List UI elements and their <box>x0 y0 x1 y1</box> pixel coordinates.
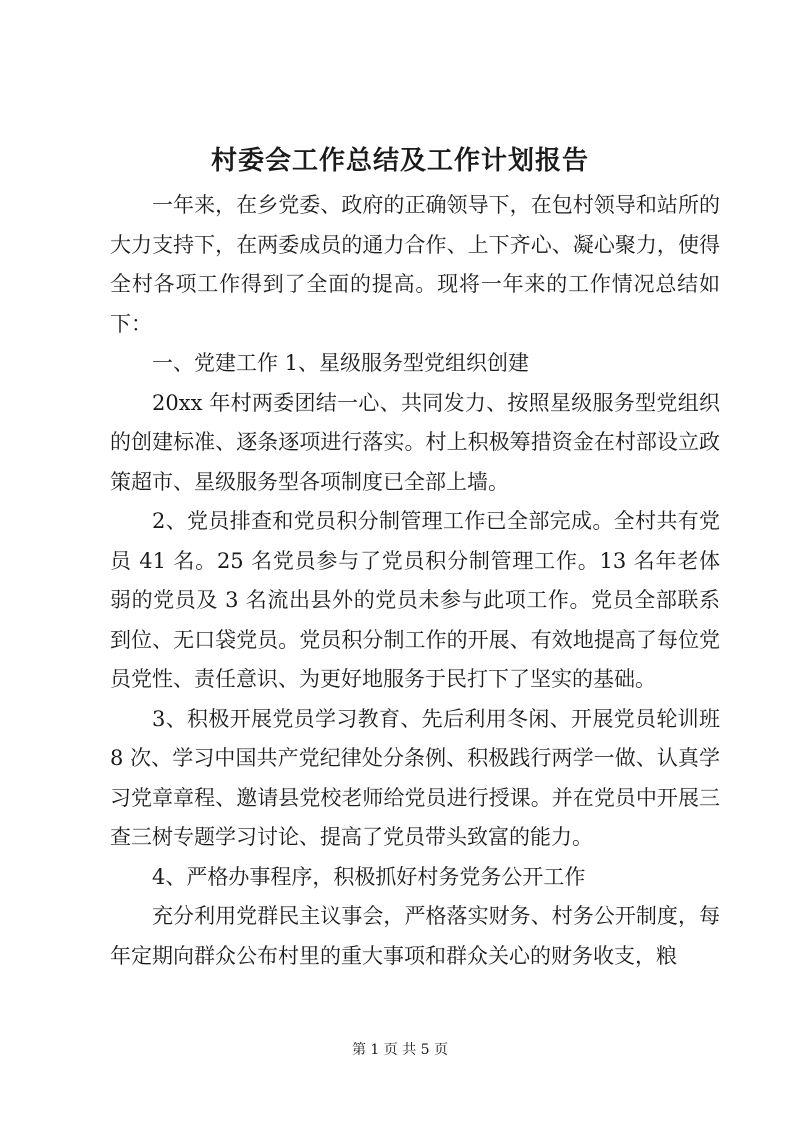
paragraph-star-service: 20xx 年村两委团结一心、共同发力、按照星级服务型党组织的创建标准、逐条逐项进行落实。村上积极筹措资金在村部设立政策超市、星级服务型各项制度已全部上墙。 <box>110 390 720 494</box>
paragraph-heading-procedures: 4、严格办事程序，积极抓好村务党务公开工作 <box>152 864 586 889</box>
document-title: 村委会工作总结及工作计划报告 <box>210 146 589 176</box>
paragraph-heading-party-building: 一、党建工作 1、星级服务型党组织创建 <box>152 351 530 375</box>
paragraph-member-education: 3、积极开展党员学习教育、先后利用冬闲、开展党员轮训班 8 次、学习中国共产党纪律处分条例、积极践行两学一做、认真学习党章章程、邀请县党校老师给党员进行授课。并在党员中开展三查三树专题学习讨论、提高了党员带头致富的能力。 <box>110 706 720 849</box>
page-footer: 第 1 页 共 5 页 <box>351 1042 449 1058</box>
paragraph-intro: 一年来，在乡党委、政府的正确领导下，在包村领导和站所的大力支持下，在两委成员的通力合作、上下齐心、凝心聚力，使得全村各项工作得到了全面的提高。现将一年来的工作情况总结如下： <box>110 193 720 336</box>
document-body <box>110 186 720 976</box>
paragraph-public-affairs: 充分利用党群民主议事会，严格落实财务、村务公开制度，每年定期向群众公布村里的重大事项和群众关心的财务收支，粮 <box>110 904 720 968</box>
paragraph-member-points: 2、党员排查和党员积分制管理工作已全部完成。全村共有党员 41 名。25 名党员参与了党员积分制管理工作。13 名年老体弱的党员及 3 名流出县外的党员未参与此项工作。党员全部联系到位、无口袋党员。党员积分制工作的开展、有效地提高了每位党员党性、责任意识、为更好地服务于民打下了坚实的基础。 <box>110 509 720 691</box>
